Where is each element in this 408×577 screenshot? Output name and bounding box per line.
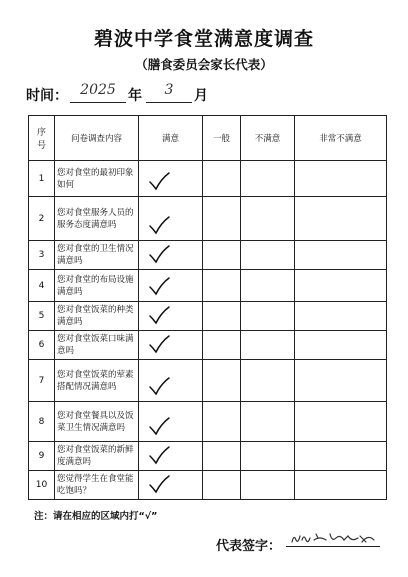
answer-cell-satisfied[interactable] [139, 302, 203, 331]
answer-cell-unsatisfied[interactable] [241, 302, 295, 331]
answer-cell-unsatisfied[interactable] [241, 241, 295, 270]
answer-cell-very-unsatisfied[interactable] [295, 471, 387, 500]
row-question: 您对食堂餐具以及饭菜卫生情况满意吗 [55, 402, 139, 442]
signature-label: 代表签字： [216, 539, 282, 554]
answer-cell-average[interactable] [203, 360, 241, 402]
table-row [29, 302, 387, 331]
table-header-row [29, 116, 387, 161]
header-question: 问卷调查内容 [55, 116, 139, 161]
table-row [29, 241, 387, 270]
table-row [29, 471, 387, 500]
answer-cell-very-unsatisfied[interactable] [295, 402, 387, 442]
row-number: 4 [29, 270, 55, 302]
answer-cell-very-unsatisfied[interactable] [295, 197, 387, 241]
answer-cell-satisfied[interactable] [139, 241, 203, 270]
header-no: 序号 [29, 116, 55, 161]
checkmark-icon [147, 171, 171, 191]
answer-cell-very-unsatisfied[interactable] [295, 331, 387, 360]
survey-table [28, 115, 387, 500]
row-number: 3 [29, 241, 55, 270]
header-average: 一般 [203, 116, 241, 161]
row-number: 9 [29, 442, 55, 471]
answer-cell-average[interactable] [203, 471, 241, 500]
row-question: 您对食堂服务人员的服务态度满意吗 [55, 197, 139, 241]
month-field[interactable]: 3 [146, 82, 192, 103]
answer-cell-average[interactable] [203, 402, 241, 442]
page-subtitle: （膳食委员会家长代表） [135, 57, 273, 72]
header-unsatisfied: 不满意 [241, 116, 295, 161]
answer-cell-average[interactable] [203, 442, 241, 471]
row-question: 您对食堂饭菜的新鲜度满意吗 [55, 442, 139, 471]
header-very-unsatisfied: 非常不满意 [295, 116, 387, 161]
answer-cell-satisfied[interactable] [139, 442, 203, 471]
answer-cell-satisfied[interactable] [139, 161, 203, 197]
instruction-note: 注：请在相应的区域内打“√” [34, 511, 158, 522]
answer-cell-very-unsatisfied[interactable] [295, 442, 387, 471]
answer-cell-satisfied[interactable] [139, 471, 203, 500]
answer-cell-unsatisfied[interactable] [241, 471, 295, 500]
answer-cell-unsatisfied[interactable] [241, 331, 295, 360]
answer-cell-satisfied[interactable] [139, 402, 203, 442]
table-row [29, 197, 387, 241]
year-label: 年 [128, 88, 142, 104]
page-title: 碧波中学食堂满意度调查 [93, 28, 314, 50]
answer-cell-very-unsatisfied[interactable] [295, 161, 387, 197]
answer-cell-satisfied[interactable] [139, 360, 203, 402]
answer-cell-average[interactable] [203, 161, 241, 197]
answer-cell-average[interactable] [203, 331, 241, 360]
header-satisfied: 满意 [139, 116, 203, 161]
row-question: 您对食堂的卫生情况满意吗 [55, 241, 139, 270]
row-number: 2 [29, 197, 55, 241]
row-number: 5 [29, 302, 55, 331]
table-row [29, 402, 387, 442]
row-question: 您觉得学生在食堂能吃饱吗？ [55, 471, 139, 500]
signature-field[interactable] [286, 528, 380, 547]
answer-cell-unsatisfied[interactable] [241, 161, 295, 197]
answer-cell-satisfied[interactable] [139, 270, 203, 302]
row-question: 您对食堂饭菜的荤素搭配情况满意吗 [55, 360, 139, 402]
answer-cell-average[interactable] [203, 302, 241, 331]
row-number: 7 [29, 360, 55, 402]
row-question: 您对食堂的最初印象如何 [55, 161, 139, 197]
table-row [29, 270, 387, 302]
answer-cell-average[interactable] [203, 270, 241, 302]
table-row [29, 360, 387, 402]
answer-cell-unsatisfied[interactable] [241, 402, 295, 442]
answer-cell-very-unsatisfied[interactable] [295, 241, 387, 270]
answer-cell-average[interactable] [203, 197, 241, 241]
row-question: 您对食堂饭菜的种类满意吗 [55, 302, 139, 331]
table-row [29, 442, 387, 471]
checkmark-icon [147, 305, 171, 325]
date-label: 时间： [26, 88, 68, 104]
checkmark-icon [147, 215, 171, 235]
checkmark-icon [147, 474, 171, 494]
row-number: 6 [29, 331, 55, 360]
row-number: 10 [29, 471, 55, 500]
row-number: 1 [29, 161, 55, 197]
row-question: 您对食堂的布局设施满意吗 [55, 270, 139, 302]
answer-cell-satisfied[interactable] [139, 197, 203, 241]
row-question: 您对食堂饭菜口味满意吗 [55, 331, 139, 360]
answer-cell-unsatisfied[interactable] [241, 270, 295, 302]
year-field[interactable]: 2025 [70, 82, 126, 103]
date-line [26, 82, 326, 104]
table-row [29, 331, 387, 360]
answer-cell-unsatisfied[interactable] [241, 442, 295, 471]
checkmark-icon [147, 416, 171, 436]
month-label: 月 [194, 88, 208, 104]
answer-cell-very-unsatisfied[interactable] [295, 270, 387, 302]
checkmark-icon [147, 276, 171, 296]
checkmark-icon [147, 376, 171, 396]
answer-cell-very-unsatisfied[interactable] [295, 360, 387, 402]
checkmark-icon [147, 334, 171, 354]
answer-cell-unsatisfied[interactable] [241, 360, 295, 402]
row-number: 8 [29, 402, 55, 442]
answer-cell-unsatisfied[interactable] [241, 197, 295, 241]
handwritten-signature [286, 528, 380, 548]
table-row [29, 161, 387, 197]
answer-cell-average[interactable] [203, 241, 241, 270]
checkmark-icon [147, 244, 171, 264]
answer-cell-satisfied[interactable] [139, 331, 203, 360]
answer-cell-very-unsatisfied[interactable] [295, 302, 387, 331]
checkmark-icon [147, 445, 171, 465]
